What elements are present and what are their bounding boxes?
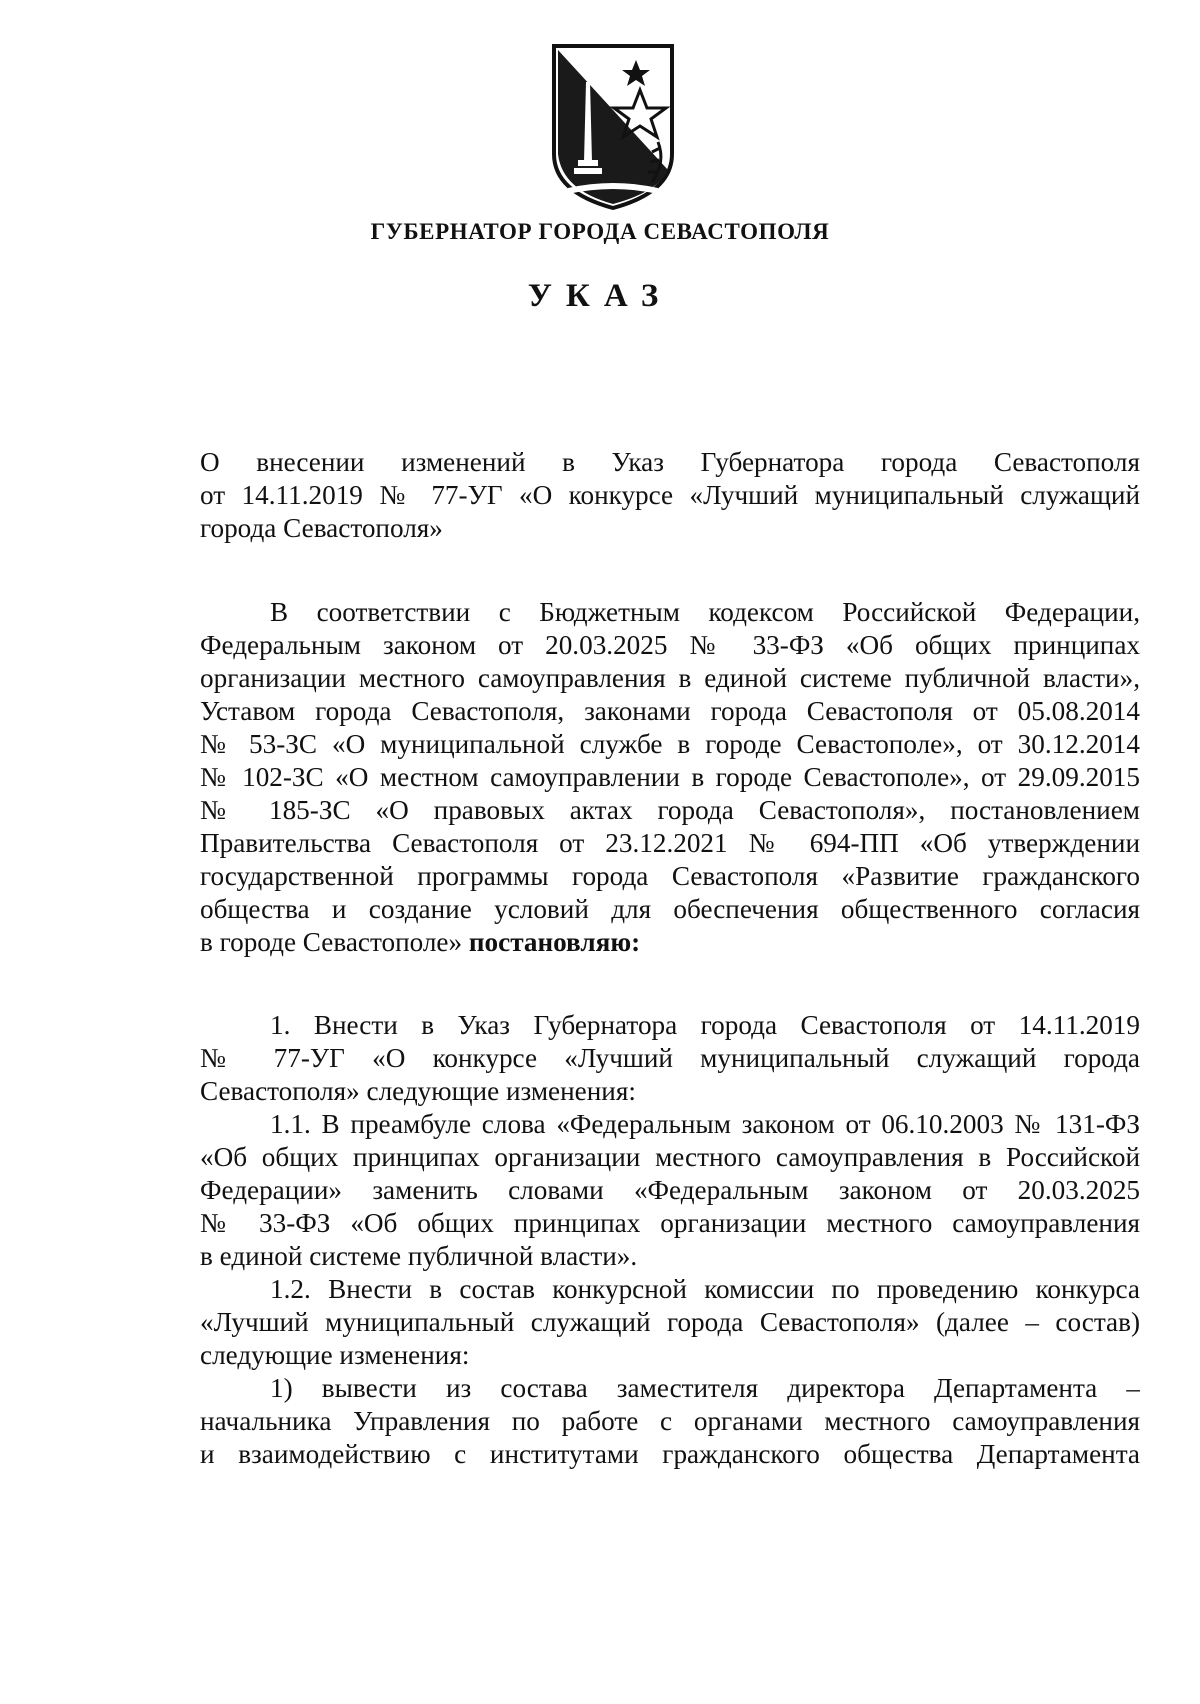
item-line: следующие изменения: — [200, 1340, 470, 1370]
title-line: города Севастополя» — [200, 513, 443, 543]
sevastopol-coat-of-arms-icon — [548, 42, 678, 212]
preamble-line: № 102-ЗС «О местном самоуправлении в городе Севастополе», от 29.09.2015 — [200, 762, 1140, 792]
preamble-line: № 185-ЗС «О правовых актах города Севастополя», постановлением — [200, 795, 1140, 825]
item-line: № 33-ФЗ «Об общих принципах организации местного самоуправления — [200, 1208, 1140, 1238]
issuer-title: ГУБЕРНАТОР ГОРОДА СЕВАСТОПОЛЯ — [370, 219, 830, 244]
title-line: О внесении изменений в Указ Губернатора города Севастополя — [200, 447, 1140, 477]
preamble-line: Правительства Севастополя от 23.12.2021 № 694-ПП «Об утверждении — [200, 828, 1140, 858]
preamble-last-text: в городе Севастополе» — [200, 927, 463, 957]
item-line: 1) вывести из состава заместителя директора Департамента – — [270, 1373, 1140, 1403]
item-line: 1.2. Внести в состав конкурсной комиссии по проведению конкурса — [270, 1274, 1140, 1304]
title-line: от 14.11.2019 № 77-УГ «О конкурсе «Лучший муниципальный служащий — [200, 480, 1140, 510]
item-line: Севастополя» следующие изменения: — [200, 1076, 636, 1106]
item-line: «Об общих принципах организации местного самоуправления в Российской — [200, 1142, 1140, 1172]
decision-word: постановляю: — [468, 927, 641, 957]
item-line: «Лучший муниципальный служащий города Севастополя» (далее – состав) — [200, 1307, 1140, 1337]
item-line: 1. Внести в Указ Губернатора города Севастополя от 14.11.2019 — [270, 1010, 1140, 1040]
preamble-line: общества и создание условий для обеспечения общественного согласия — [200, 894, 1140, 924]
document-type: УКАЗ — [527, 278, 673, 314]
preamble-line: организации местного самоуправления в единой системе публичной власти», — [200, 663, 1140, 693]
preamble-line: № 53-ЗС «О муниципальной службе в городе Севастополе», от 30.12.2014 — [200, 729, 1140, 759]
preamble-line: В соответствии с Бюджетным кодексом Российской Федерации, — [270, 597, 1140, 627]
preamble-line: Федеральным законом от 20.03.2025 № 33-ФЗ «Об общих принципах — [200, 630, 1140, 660]
preamble-line — [200, 924, 1140, 960]
preamble-line: государственной программы города Севастополя «Развитие гражданского — [200, 861, 1140, 891]
item-line: № 77-УГ «О конкурсе «Лучший муниципальный служащий города — [200, 1043, 1140, 1073]
item-line: Федерации» заменить словами «Федеральным законом от 20.03.2025 — [200, 1175, 1140, 1205]
item-line: и взаимодействию с институтами гражданского общества Департамента — [200, 1439, 1140, 1469]
item-line: в единой системе публичной власти». — [200, 1241, 638, 1271]
preamble-line: Уставом города Севастополя, законами города Севастополя от 05.08.2014 — [200, 696, 1140, 726]
item-line: 1.1. В преамбуле слова «Федеральным законом от 06.10.2003 № 131-ФЗ — [270, 1109, 1140, 1139]
item-line: начальника Управления по работе с органами местного самоуправления — [200, 1406, 1140, 1436]
